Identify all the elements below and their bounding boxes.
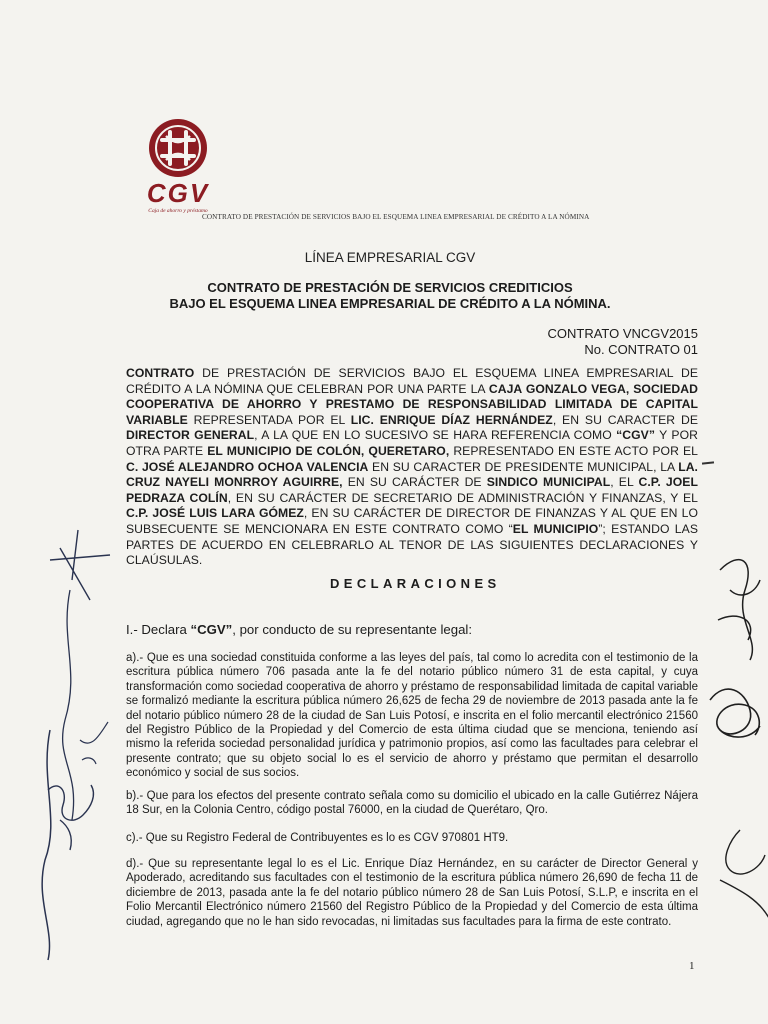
declaraciones-heading: DECLARACIONES	[330, 576, 501, 591]
contract-id: CONTRATO VNCGV2015	[547, 326, 698, 341]
intro-run: , A LA QUE EN LO SUCESIVO SE HARA REFERENCIA COMO	[254, 428, 617, 443]
intro-run: REPRESENTADA POR EL	[187, 412, 351, 427]
cgv-logo	[128, 118, 228, 214]
declara-prefix: I.- Declara	[126, 622, 191, 637]
intro-run: , EN SU CARÁCTER DE DIRECTOR DE FINANZAS Y AL QUE EN LO SUBSECUENTE SE MENCIONARA EN ESTE CONTRATO COMO “	[126, 506, 698, 536]
right-margin-signatures	[700, 530, 768, 940]
intro-run: EN SU CARACTER DE PRESIDENTE MUNICIPAL, LA	[368, 459, 679, 474]
linea-empresarial: LÍNEA EMPRESARIAL CGV	[304, 250, 476, 265]
intro-run: CAJA GONZALO VEGA, SOCIEDAD COOPERATIVA DE AHORRO Y PRESTAMO DE RESPONSABILIDAD LIMITADA DE CAPITAL VARIABLE	[126, 381, 698, 427]
declaration-item-b: b).- Que para los efectos del presente contrato señala como su domicilio el ubicado en la calle Gutiérrez Nájera 18 Sur, en la Colonia Centro, código postal 76000, en la ciudad de Querétaro, Qro.	[126, 790, 698, 817]
declaration-item-d: d).- Que su representante legal lo es el Lic. Enrique Díaz Hernández, en su carácter de Director General y Apoderado, acreditando sus facultades con el testimonio de la escritura pública número 26,690 de fecha 11 de diciembre de 2013, pasada ante la fe del notario público número 28 de San Luis Potosí, S.L.P, e inscrita en el Folio Mercantil Electrónico número 21560 del Registro Público de la Propiedad y del Comercio de esta última ciudad, agregando que no le han sido revocadas, ni limitadas sus facultades para la firma de este contrato.	[126, 858, 698, 928]
intro-run: EN SU CARÁCTER DE	[342, 475, 487, 490]
intro-run: Y POR OTRA PARTE	[126, 428, 698, 458]
intro-run: REPRESENTADO EN ESTE ACTO POR EL	[449, 443, 698, 458]
declara-cgv-heading	[126, 622, 472, 637]
intro-run: C.P. JOSÉ LUIS LARA GÓMEZ	[126, 506, 304, 521]
intro-run: ”; ESTANDO LAS PARTES DE ACUERDO EN CELEBRARLO AL TENOR DE LAS SIGUIENTES DECLARACIONES Y CLAÚSULAS.	[126, 521, 698, 568]
intro-run: DE PRESTACIÓN DE SERVICIOS BAJO EL ESQUEMA LINEA EMPRESARIAL DE CRÉDITO A LA NÓMINA QUE CELEBRAN POR UNA PARTE LA	[126, 366, 698, 396]
contract-title-line1: CONTRATO DE PRESTACIÓN DE SERVICIOS CREDITICIOS	[207, 280, 573, 295]
header-caption: CONTRATO DE PRESTACIÓN DE SERVICIOS BAJO EL ESQUEMA LINEA EMPRESARIAL DE CRÉDITO A LA NÓMINA	[202, 213, 590, 221]
margin-mark	[702, 461, 714, 464]
declara-suffix: , por conducto de su representante legal:	[232, 622, 472, 637]
intro-run: C.P. JOEL PEDRAZA COLÍN	[126, 475, 698, 505]
intro-run: EL MUNICIPIO DE COLÓN, QUERETARO,	[207, 443, 450, 458]
handwritten-signature-icon	[20, 520, 130, 970]
declaration-item-a: a).- Que es una sociedad constituida conforme a las leyes del país, tal como lo acredita con el testimonio de la escritura pública número 706 pasada ante la fe del notario público número 31 de esta capital, y cuya transformación como sociedad cooperativa de ahorro y préstamo de responsabilidad limitada de capital variable se formalizó mediante la escritura pública número 26,625 de fecha 29 de noviembre de 2013 pasada ante la fe del notario público número 28 de la ciudad de San Luis Potosí, e inscrita en el folio mercantil electrónico 21560 del Registro Público de la Propiedad y del Comercio de esta última ciudad que se menciona, teniendo así mismo la referida sociedad personalidad jurídica y patrimonio propios, así como las facultades para celebrar el presente contrato; que su objeto social lo es el servicio de ahorro y préstamo que permitan el desarrollo económico y social de sus socios.	[126, 652, 698, 780]
cgv-knot-emblem-icon	[128, 118, 228, 214]
intro-run: SINDICO MUNICIPAL	[486, 475, 611, 490]
logo-text: CGV	[146, 178, 210, 208]
intro-run: CONTRATO	[126, 366, 195, 380]
contract-number: No. CONTRATO 01	[584, 342, 698, 357]
contract-intro-paragraph	[126, 366, 698, 569]
intro-run: LIC. ENRIQUE DÍAZ HERNÁNDEZ	[350, 412, 553, 427]
declara-party: “CGV”	[190, 622, 233, 637]
page-number: 1	[689, 960, 695, 972]
intro-run: LA. CRUZ NAYELI MONRROY AGUIRRE,	[126, 459, 698, 490]
intro-run: , EN SU CARACTER DE	[552, 412, 698, 427]
left-margin-signature	[20, 520, 130, 970]
intro-run: “CGV”	[616, 428, 655, 443]
intro-run: C. JOSÉ ALEJANDRO OCHOA VALENCIA	[126, 459, 369, 474]
intro-run: , EL	[610, 475, 639, 490]
contract-title-line2: BAJO EL ESQUEMA LINEA EMPRESARIAL DE CRÉDITO A LA NÓMINA.	[169, 296, 611, 311]
logo-tagline: Caja de ahorro y préstamo	[148, 208, 208, 214]
declaration-item-c: c).- Que su Registro Federal de Contribuyentes es lo es CGV 970801 HT9.	[126, 832, 509, 844]
intro-run: DIRECTOR GENERAL	[126, 428, 255, 443]
handwritten-signature-icon	[700, 530, 768, 940]
intro-run: EL MUNICIPIO	[512, 521, 599, 536]
intro-run: , EN SU CARÁCTER DE SECRETARIO DE ADMINISTRACIÓN Y FINANZAS, Y EL	[227, 490, 698, 505]
